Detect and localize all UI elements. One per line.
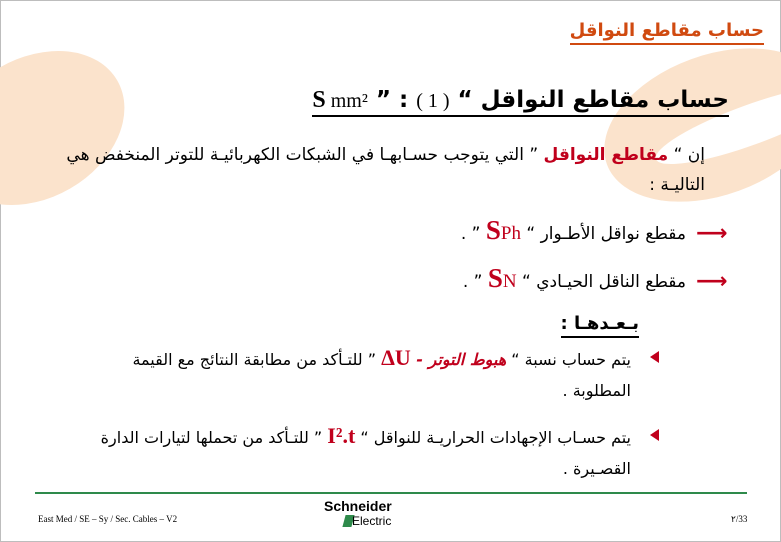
after-heading: بـعـدهـا : xyxy=(561,312,639,338)
bullet-text: مقطع الناقل الحيـادي “ xyxy=(516,272,686,292)
sub-item-part1: يتم حسـاب الإجهادات الحراريـة للنواقل “ xyxy=(355,428,631,447)
bullet-text: مقطع نواقل الأطـوار “ xyxy=(520,224,686,244)
arrow-left-icon: ⟶ xyxy=(696,221,728,246)
bullet-neutral-section xyxy=(463,263,686,294)
sub-item-symbol: ΔU xyxy=(381,345,411,370)
bullet-symbol: S xyxy=(487,263,503,293)
sub-item-part2: ” للتـأكد من مطابقة النتائج مع القيمة المطلوبة . xyxy=(132,350,631,400)
intro-part2: ” التي يتوجب حسـابهـا في الشبكات الكهربائيـة للتوتر المنخفض هي التاليـة : xyxy=(66,145,705,195)
bullet-symbol: S xyxy=(485,215,501,245)
schneider-logo xyxy=(324,498,414,532)
intro-paragraph xyxy=(65,140,705,200)
intro-part1: إن “ xyxy=(668,145,705,165)
arrow-left-icon: ⟶ xyxy=(696,269,728,294)
bullet-subscript: N xyxy=(502,271,517,292)
intro-highlight: مقاطع النواقل xyxy=(543,145,669,165)
bullet-subscript: Ph xyxy=(500,223,521,244)
triangle-bullet-icon xyxy=(650,429,659,441)
main-title-prefix: حساب مقاطع النواقل “ xyxy=(449,87,729,113)
header-title: حساب مقاطع النواقل xyxy=(570,20,764,45)
sub-item-part1: يتم حساب نسبة “ xyxy=(506,350,631,369)
sub-item-voltage-drop xyxy=(71,342,631,406)
footer-course-label: East Med / SE – Sy / Sec. Cables – V2 xyxy=(38,514,178,524)
footer-rule xyxy=(35,492,747,494)
logo-bottom-text: Electric xyxy=(352,514,392,528)
main-title-number: ( 1 ) xyxy=(416,90,450,112)
page-number: ٢/33 xyxy=(731,514,748,524)
main-title-symbol: S xyxy=(312,87,326,113)
sub-item-part2: ” للتـأكد من تحملها لتيارات الدارة القصـيرة . xyxy=(100,428,631,478)
bullet-end: ” . xyxy=(462,272,488,292)
main-title xyxy=(312,86,729,117)
triangle-bullet-icon xyxy=(650,351,659,363)
sub-item-bold: هبوط التوتر - xyxy=(410,350,507,369)
sub-item-thermal-stress xyxy=(71,420,631,484)
bullet-end: ” . xyxy=(460,224,486,244)
bullet-phase-section xyxy=(461,215,686,246)
main-title-unit: mm² xyxy=(325,90,368,112)
sub-item-symbol: I².t xyxy=(327,423,356,448)
main-title-suffix: ” : xyxy=(367,87,417,113)
logo-top-text: Schneider xyxy=(324,498,392,514)
